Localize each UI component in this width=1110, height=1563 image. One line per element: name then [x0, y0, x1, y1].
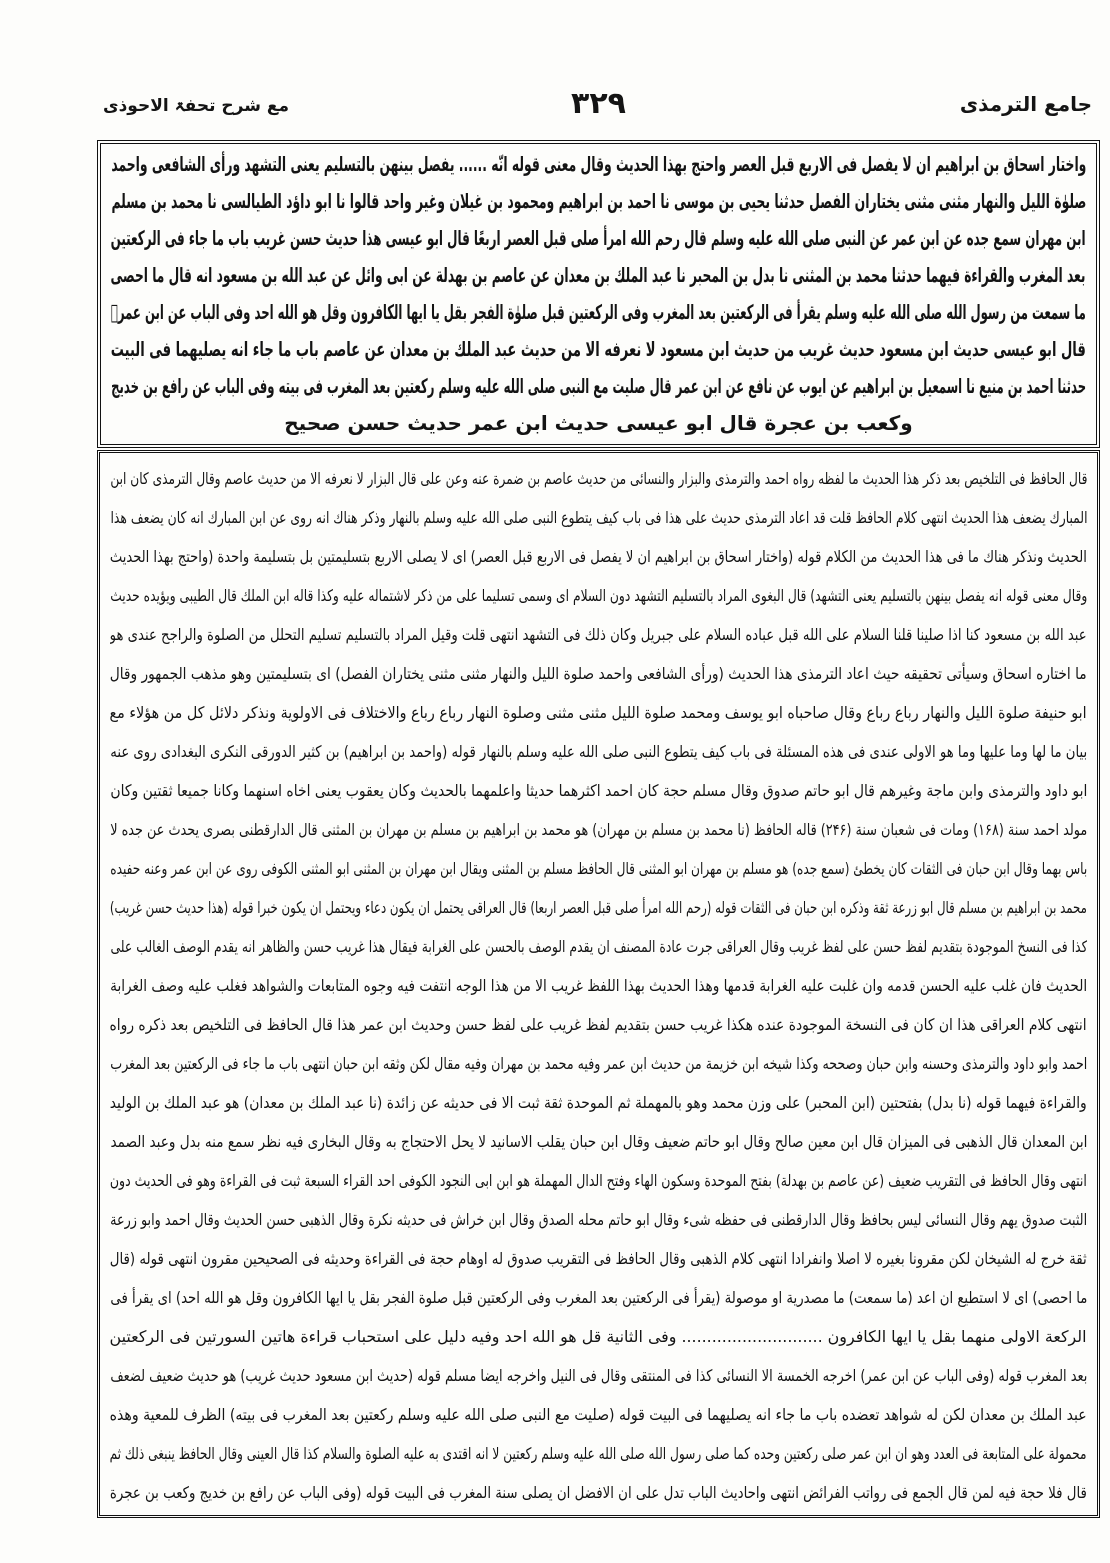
commentary-line [110, 1005, 1087, 1044]
commentary-line [110, 888, 1087, 927]
commentary-line [110, 693, 1087, 732]
commentary-line-text: الرکعة الاولی منهما بقل یا ایها الکافرون ............................ وفی الثانیة قل هو الله احد وفیه دلیل علی استحباب قراءة هاتین السورتین فی الرکعتین [110, 1327, 1087, 1346]
commentary-line-text: مولد احمد سنة (۱۶۸) ومات فی شعبان سنة (۲۴۶) قاله الحافظ (نا محمد بن مسلم بن مهران) هو محمد بن ابراهیم بن مسلم بن مهران بن المثنی قال الدارقطنی بصری یحدث عن جده لا [110, 820, 1087, 839]
commentary-line-text: محمولة علی المتابعة فی العدد وهو ان ابن عمر صلی رکعتین وحده کما صلی رسول الله صلی الله علیه وسلم رکعتین لا انه اقتدی به علیه الصلوة والسلام کذا قال العینی وقال الحافظ ینبغی ذلك ثم [110, 1444, 1087, 1463]
commentary-line [110, 771, 1087, 810]
commentary-line [110, 654, 1087, 693]
commentary-line-text: قال فلا حجة فیه لمن قال الجمع فی رواتب الفرائض انتهی واحادیث الباب تدل علی ان الافضل ان یصلی سنة المغرب فی البیت قوله (وفی الباب عن رافع بن خدیج وکعب بن عجرة [110, 1483, 1087, 1502]
commentary-title: مع شرح تحفۃ الاحوذی [103, 96, 289, 116]
commentary-line-text: ما اختاره اسحاق وسیأتی تحقیقه حیث اعاد الترمذی هذا الحدیث (ورأی الشافعی واحمد صلوة اللیل والنهار مثنی مثنی یختاران الفصل) ای بتسلیمتین وهو مذهب الجمهور وقال [110, 664, 1087, 683]
main-text-line-text: واختار اسحاق بن ابراهیم ان لا یفصل فی الاربع قبل العصر واحتج بهذا الحدیث وقال معنی قوله انّه ...... یفصل بینهن بالتسلیم یعنی التشهد ورأی الشافعی واحمد [111, 152, 1086, 176]
main-text-line [111, 183, 1086, 220]
commentary-line-text: والقراءة فیهما قوله (نا بدل) بفتحتین (ابن المحبر) علی وزن محمد وهو بالمهملة ثم الموحدة ثقة ثبت الا فی حدیثه عن زائدة (نا عبد الملك بن معدان) هو عبد الملك بن الولید [110, 1093, 1087, 1112]
main-text-line [111, 257, 1086, 294]
running-header [97, 86, 1100, 130]
commentary-line-text: ابو داود والترمذی وابن ماجة وغیرهم قال ابو حاتم صدوق وقال مسلم حجة کان احمد اکثرهما حدیثا واعلمهما بالحدیث وکان یعقوب یعنی اخاه اسنهما وکانا جمیعا ثقتین وکان [110, 781, 1087, 800]
commentary-line [110, 1161, 1087, 1200]
page-number: ۳۲۹ [571, 86, 626, 121]
commentary-line-text: بیان ما لها وما علیها وما هو الاولی عندی فی هذه المسئلة فی باب کیف یتطوع النبی صلی الله علیه وسلم بالنهار قوله (واحمد بن ابراهیم) بن کثیر الدورقی النکری البغدادی روی عنه [110, 742, 1087, 761]
commentary-line [110, 1044, 1087, 1083]
commentary-line [110, 732, 1087, 771]
commentary-line-text: کذا فی النسخ الموجودة بتقدیم لفظ حسن علی لفظ غریب وقال العراقی جرت عادة المصنف ان یقدم الوصف بالحسن علی الغرابة فیقال هذا غریب حسن والظاهر انه یقدم الوصف الغالب علی [110, 937, 1087, 956]
commentary-line [110, 459, 1087, 498]
commentary-line-text: عبد الله بن مسعود کنا اذا صلینا قلنا السلام علی الله قبل عباده السلام علی جبریل وکان ذلك فی التشهد انتهی قلت وقیل المراد بالتسلیم تسلیم التحلل من الصلوة والراجح عندی هو [110, 625, 1087, 644]
commentary-line [110, 576, 1087, 615]
commentary-line-text: انتهی وقال الحافظ فی التقریب ضعیف (عن عاصم بن بهدلة) بفتح الموحدة وسکون الهاء وفتح الدال المهملة هو ابن ابی النجود الکوفی احد القراء السبعة ثبت فی القراءة وهو فی الحدیث دون [110, 1171, 1087, 1190]
commentary-line-text: احمد وابو داود والترمذی وحسنه وابن حبان وصححه وکذا شیخه ابن خزیمة من حدیث ابن عمر وفیه محمد بن مهران وفیه مقال لکن وثقه ابن حبان انتهی باب ما جاء فی الرکعتین بعد المغرب [110, 1054, 1087, 1073]
commentary-line [110, 1200, 1087, 1239]
commentary-line-text: الحدیث فان غلب علیه الحسن قدمه وان غلبت علیه الغرابة قدمها وهذا الحدیث بهذا اللفظ غریب الا من هذا الوجه انتفت فیه وجوه المتابعات والشواهد فغلب علیه وصف الغرابة [110, 976, 1087, 995]
main-text-line-text: بعد المغرب والقراءة فیهما حدثنا محمد بن المثنی نا بدل بن المحبر نا عبد الملك بن معدان عن عاصم بن بهدلة عن ابی وائل عن عبد الله بن مسعود انه قال ما احصی [111, 263, 1086, 287]
main-text-line [111, 405, 1086, 442]
commentary-line [110, 1434, 1087, 1473]
commentary-line-text: بعد المغرب قوله (وفی الباب عن ابن عمر) اخرجه الخمسة الا النسائی کذا فی المنتقی وقال فی النیل واخرجه ایضا مسلم قوله (حدیث ابن مسعود حدیث غریب) هو حدیث ضعیف لضعف [110, 1366, 1087, 1385]
commentary-line-text: باس بهما وقال ابن حبان فی الثقات کان یخطئ (سمع جده) هو مسلم بن مهران ابو المثنی قال الحافظ مسلم بن المثنی ویقال ابن مهران بن المثنی ابو المثنی الکوفی روی عن ابن عمر وعنه حفیده [110, 859, 1087, 878]
commentary-line-text: قال الحافظ فی التلخیص بعد ذکر هذا الحدیث ما لفظه رواه احمد والترمذی والبزار والنسائی من حدیث عاصم بن ضمرة عنه وعن علی قال البزار لا نعرفه الا من حدیث عاصم وقال الترمذی کان ابن [110, 469, 1087, 488]
main-text-line-text: ابن مهران سمع جده عن ابن عمر عن النبی صلی الله علیه وسلم قال رحم الله امرأ صلی قبل العصر اربعًا قال ابو عیسی هذا حدیث حسن غریب باب ما جاء فی الرکعتین [111, 226, 1086, 250]
commentary-line-text: المبارك یضعف هذا الحدیث انتهی کلام الحافظ قلت قد اعاد الترمذی حدیث علی هذا فی باب کیف یتطوع النبی صلی الله علیه وسلم بالنهار وذکر هناك انه روی عن ابن المبارك انه کان یضعف هذا [110, 508, 1087, 527]
main-text-line [111, 368, 1086, 405]
commentary-line-text: ما احصی) ای لا استطیع ان اعد (ما سمعت) ما مصدریة او موصولة (یقرأ فی الرکعتین بعد المغرب وفی الرکعتین قبل صلوة الفجر بقل یا ایها الکافرون وقل هو الله احد) ای یقرأ فی [110, 1288, 1087, 1307]
main-text-box [97, 140, 1100, 448]
commentary-line [110, 498, 1087, 537]
main-text-line-text: حدثنا احمد بن منیع نا اسمعیل بن ابراهیم عن ایوب عن نافع عن ابن عمر قال صلیت مع النبی صلی الله علیه وسلم رکعتین بعد المغرب فی بیته وفی الباب عن رافع بن خدیج [111, 374, 1086, 398]
commentary-line-text: وقال معنی قوله انه یفصل بینهن بالتسلیم یعنی التشهد) قال البغوی المراد بالتسلیم التشهد دون السلام ای وسمی تسلیما علی من ذکر لاشتماله علیه وکذا قاله ابن الملك قال الطیبی ویؤیده حدیث [110, 586, 1087, 605]
main-text-line-text: قال ابو عیسی حدیث ابن مسعود حدیث غریب من حدیث ابن مسعود لا نعرفه الا من حدیث عبد الملك بن معدان عن عاصم باب ما جاء انه یصلیهما فی البیت [111, 337, 1086, 361]
commentary-line [110, 1317, 1087, 1356]
commentary-line [110, 615, 1087, 654]
commentary-line-text: ابن المعدان قال الذهبی فی المیزان قال ابن معین صالح وقال ابو حاتم ضعیف وقال ابن حبان یقلب الاسانید لا یحل الاحتجاج به وقال البخاری فیه نظر سمع منه بدل وعبد الصمد [110, 1132, 1087, 1151]
commentary-line-text: محمد بن ابراهیم بن مسلم قال ابو زرعة ثقة وذکره ابن حبان فی الثقات قوله (رحم الله امرأ صلی قبل العصر اربعا) قال العراقی یحتمل ان یکون دعاء ویحتمل ان یکون خبرا قوله (هذا حدیث حسن غریب) [110, 898, 1087, 917]
commentary-line [110, 1239, 1087, 1278]
main-text-line [111, 294, 1086, 331]
commentary-line-text: الحدیث ونذکر هناك ما فی هذا الحدیث من الکلام قوله (واختار اسحاق بن ابراهیم ان لا یفصل فی الاربع قبل العصر) ای لا یصلی الاربع بتسلیمتین بل بتسلیمة واحدة (واحتج بهذا الحدیث [110, 547, 1087, 566]
book-title: جامع الترمذی [959, 92, 1092, 116]
commentary-box [97, 450, 1100, 1518]
commentary-line [110, 1473, 1087, 1512]
commentary-line-text: الثبت صدوق یهم وقال النسائی لیس بحافظ وقال الدارقطنی فی حفظه شیء وقال ابو حاتم محله الصدق وقال ابن خراش فی حدیثه نکرة وقال الذهبی حسن الحدیث وقال احمد وابو زرعة [110, 1210, 1087, 1229]
main-text-line-text: ما سمعت من رسول الله صلی الله علیه وسلم یقرأ فی الرکعتین بعد المغرب وفی الرکعتین قبل صلوٰة الفجر بقل یا ایها الکافرون وقل هو الله احد وفی الباب عن ابن عمرؓ [111, 300, 1086, 324]
commentary-line [110, 1083, 1087, 1122]
commentary-line [110, 966, 1087, 1005]
commentary-line [110, 1356, 1087, 1395]
commentary-line [110, 1122, 1087, 1161]
main-text-line [111, 331, 1086, 368]
commentary-line [110, 537, 1087, 576]
commentary-line-text: ثقة خرج له الشیخان لکن مقرونا بغیره لا اصلا وانفرادا انتهی کلام الذهبی وقال الحافظ فی التقریب صدوق له اوهام حجة فی القراءة وحدیثه فی الصحیحین مقرون انتهی قوله (قال [110, 1249, 1087, 1268]
commentary-line [110, 1278, 1087, 1317]
commentary-line-text: عبد الملك بن معدان لکن له شواهد تعضده باب ما جاء انه یصلیهما فی البیت قوله (صلیت مع النبی صلی الله علیه وسلم رکعتین بعد المغرب فی بیته) الظرف للمعیة وهذه [110, 1405, 1087, 1424]
commentary-line [110, 810, 1087, 849]
main-text-line [111, 146, 1086, 183]
main-text-line-text: وکعب بن عجرة قال ابو عیسی حدیث ابن عمر حدیث حسن صحیح [284, 411, 913, 435]
main-text-line [111, 220, 1086, 257]
main-text-line-text: صلوٰة اللیل والنهار مثنی مثنی یختاران الفصل حدثنا یحیی بن موسی نا احمد بن ابراهیم ومحمود بن غیلان وغیر واحد قالوا نا ابو داؤد الطیالسی نا محمد بن مسلم [111, 189, 1086, 213]
commentary-line [110, 1395, 1087, 1434]
commentary-line [110, 849, 1087, 888]
commentary-line-text: انتهی کلام العراقی هذا ان کان فی النسخة الموجودة عنده هکذا غریب حسن بتقدیم لفظ غریب علی لفظ حسن وحدیث ابن عمر هذا قال الحافظ فی التلخیص بعد ذکره رواه [110, 1015, 1087, 1034]
commentary-line [110, 927, 1087, 966]
commentary-line-text: ابو حنیفة صلوة اللیل والنهار رباع رباع وقال صاحباه ابو یوسف ومحمد صلوة اللیل مثنی مثنی وصلوة النهار رباع رباع والاختلاف فی الاولویة ونذکر دلائل کل من هؤلاء مع [110, 703, 1087, 722]
